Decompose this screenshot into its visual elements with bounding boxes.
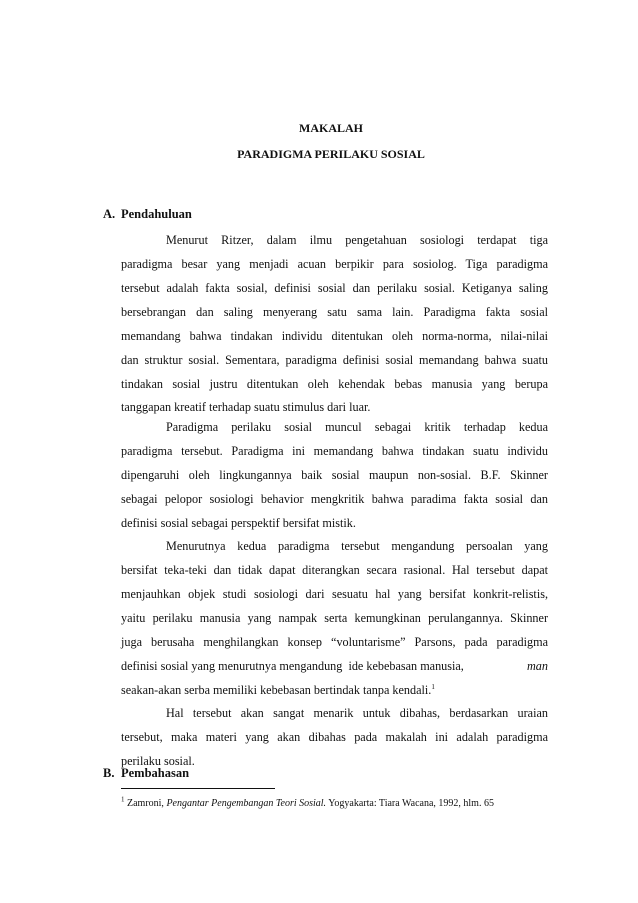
paragraph-line: paradigma besar yang menjadi acuan berpikir para sosiolog. Tiga paradigma — [121, 257, 548, 271]
paragraph-line: Paradigma perilaku sosial muncul sebagai kritik terhadap kedua — [166, 420, 548, 434]
paragraph-line: tindakan sosial justru ditentukan oleh kehendak bebas manusia yang berupa — [121, 377, 548, 391]
paragraph-line: memandang bahwa tindakan individu ditentukan oleh norma-norma, nilai-nilai — [121, 329, 548, 343]
paragraph-line: Menurut Ritzer, dalam ilmu pengetahuan sosiologi terdapat tiga — [166, 233, 548, 247]
footnote-reference: 1 — [431, 682, 435, 691]
paragraph-line: tersebut adalah fakta sosial, definisi sosial dan perilaku sosial. Ketiganya saling — [121, 281, 548, 295]
paragraph-line: bersebrangan dan saling menyerang satu sama lain. Paradigma fakta sosial — [121, 305, 548, 319]
paragraph-line: definisi sosial sebagai perspektif bersifat mistik. — [121, 516, 356, 530]
paragraph-line: dan struktur sosial. Sementara, paradigma definisi sosial memandang bahwa suatu — [121, 353, 548, 367]
footnote-book-title: Pengantar Pengembangan Teori Sosial. — [166, 798, 327, 809]
section-heading-b — [103, 766, 189, 781]
footnote-number: 1 — [121, 795, 125, 804]
paragraph-line — [121, 658, 548, 674]
document-title: MAKALAH — [299, 121, 363, 135]
footnote-publication: Yogyakarta: Tiara Wacana, 1992, hlm. 65 — [326, 798, 494, 809]
paragraph-line: yaitu perilaku manusia yang nampak serta kemungkinan perulangannya. Skinner — [121, 611, 548, 625]
document-subtitle: PARADIGMA PERILAKU SOSIAL — [237, 147, 425, 161]
section-label: Pendahuluan — [121, 207, 192, 221]
footnote-author: Zamroni, — [124, 798, 167, 809]
italic-word: man — [527, 659, 548, 673]
paragraph-line: tersebut, maka materi yang akan dibahas pada makalah ini adalah paradigma — [121, 730, 548, 744]
paragraph-line: dipengaruhi oleh lingkungannya baik sosial maupun non-sosial. B.F. Skinner — [121, 468, 548, 482]
section-label: Pembahasan — [121, 766, 190, 780]
paragraph-line: perilaku sosial. — [121, 754, 195, 768]
paragraph-line: juga berusaha menghilangkan konsep “voluntarisme” Parsons, pada paradigma — [121, 635, 548, 649]
paragraph-line: Menurutnya kedua paradigma tersebut mengandung persoalan yang — [166, 539, 548, 553]
footnote — [121, 795, 494, 809]
paragraph-line: paradigma tersebut. Paradigma ini memandang bahwa tindakan suatu individu — [121, 444, 548, 458]
paragraph-line-text: seakan-akan serba memiliki kebebasan bertindak tanpa kendali. — [121, 683, 432, 697]
paragraph-line: bersifat teka-teki dan tidak dapat diterangkan secara rasional. Hal tersebut dapat — [121, 563, 548, 577]
section-marker: A. — [103, 207, 116, 221]
paragraph-line: Hal tersebut akan sangat menarik untuk dibahas, berdasarkan uraian — [166, 706, 548, 720]
paragraph-line: sebagai pelopor sosiologi behavior mengkritik bahwa paradima fakta sosial dan — [121, 492, 548, 506]
section-heading-a — [103, 207, 192, 222]
paragraph-line — [121, 682, 548, 698]
paragraph-line: menjauhkan objek studi sosiologi dari sesuatu hal yang bersifat konkrit-relistis, — [121, 587, 548, 601]
paragraph-line: tanggapan kreatif terhadap suatu stimulus dari luar. — [121, 400, 371, 414]
section-marker: B. — [103, 766, 115, 780]
footnote-separator — [121, 788, 275, 789]
paragraph-line-text: definisi sosial yang menurutnya mengandung ide kebebasan manusia, — [121, 659, 464, 673]
